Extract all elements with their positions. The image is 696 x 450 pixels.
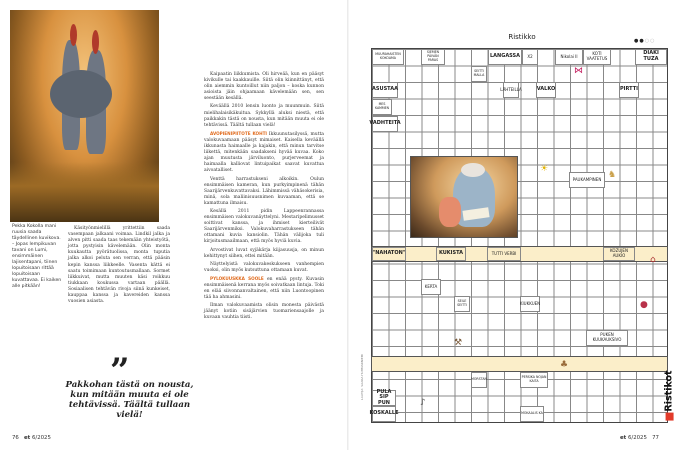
clue-cell: X2: [522, 49, 538, 65]
clue-cell: VADHTEITA: [372, 116, 398, 132]
guitar-icon: ♪: [420, 398, 426, 408]
pull-quote: Pakkohan tästä on nousta, kun mitään muuta ei ole tehtävissä. Täältä tullaan vielä!: [65, 380, 194, 420]
apple-icon: ●: [640, 300, 648, 310]
brand-label: Ristikot: [663, 370, 675, 412]
article-paragraph: Ilman valokuvaamista olisin monesta päivästä jäänyt kotiin sisäjärvien tuomariensaajolle ja kuvaan vauhtia tiisti.: [204, 303, 324, 321]
quote-mark-icon: ”: [110, 351, 130, 391]
clue-cell: SIEMEN PÄIVÄN PARAS: [421, 49, 445, 65]
giraffe-icon: ♞: [608, 170, 617, 180]
tree-icon: ♣: [560, 360, 569, 370]
article-paragraph: Arvostivat luvat syjäkärja kiijasuusja, on minun kehittynyt siihen, ettei mitään.: [204, 247, 324, 259]
bow-icon: ⋈: [574, 66, 583, 76]
issue-number: 6/2025: [627, 435, 647, 441]
clue-cell: ASUSTAA: [372, 82, 398, 98]
clue-cell: PULA SIP PUN: [372, 390, 396, 406]
article-paragraph: en enää pysty. Kuvasin ensimmäisenä kerrana myös soivatkaan lintuja. Toki en elää siivonnanvaltainen, että niin Luontoopinen tää ha ahmasini.: [204, 276, 324, 301]
hammer-icon: ⚒: [454, 338, 463, 348]
page-dots-icon: ●●○○: [634, 38, 656, 44]
page-number: 76: [12, 435, 19, 441]
folio-left: [12, 435, 51, 441]
clue-cell: LÄHTEILLA: [503, 82, 519, 98]
article-subhead: PYLOKUUSKKA SOOLE: [210, 275, 264, 281]
clue-cell: KIUKKUEN: [520, 296, 540, 312]
clue-cell: Nikolai II: [555, 49, 583, 65]
clue-cell: PERSIKA NOJAN KAITA: [520, 372, 548, 388]
clue-cell: VALKO: [536, 82, 556, 98]
article-paragraph: Venttä harrastukseni alkoikin. Oulun ensimmäisen kameran, kun purkyimpinenä tähän Saarijärvenkuvattavaksi. Lähimmissä vähäsokerisia, minä, sola maliinisuusnimen kuvaaman, että se kamattuna ilmaisu.: [204, 176, 324, 206]
clue-cell: LANGASSA: [488, 49, 522, 65]
grandmother-illustration: [410, 156, 518, 238]
clue-cell: PAUKAMPINEN: [569, 172, 605, 188]
clue-cell: PIRTTI: [619, 82, 639, 98]
clue-cell: "NAHATON": [372, 247, 406, 261]
clue-cell: SEILE SEITTI: [454, 296, 470, 312]
clue-cell: KERTA: [421, 279, 441, 295]
clue-cell: KOTI VAATETUS: [583, 49, 611, 65]
house-icon: ⌂: [650, 255, 656, 265]
clue-cell: TUTTI VERBI: [487, 247, 521, 261]
clue-cell: MUURAHAISTEN KOKOAMA: [372, 49, 404, 65]
puzzle-title: Ristikko: [508, 33, 536, 41]
article-paragraph: Näyttelyistä valokuvakeskukseen vanhempien vuoksi, olin myös kutsuttuna ottamaan kuvat.: [204, 261, 324, 273]
clue-cell: SEITTI MALLA: [471, 66, 487, 82]
article-column-2: [204, 72, 324, 402]
article-paragraph: Kesällä 2011 pidin Lappeenrannassa ensimmäisen valokuvanäyttelyni. Mestaripelimusset soittivat kanssa, ja ihmiset kierteilivät Saarijärvenmiksi. Valokuvaharrastukseen tähän ottamani kuvia kansiolin. Tähän välijoka tuli kirjoitusmaailmaan, että myös hyviä kuvia.: [204, 208, 324, 245]
crane-photo: [10, 10, 159, 222]
folio-right: [620, 435, 659, 441]
clue-cell: KOSKALLE: [372, 406, 396, 422]
puzzle-credit: LAATIJA: SAARA HUHMARNIEMI: [360, 353, 364, 400]
article-paragraph: Kaipaatin liikkumista. Oli hirveää, kun en pääsyt kivikulle tai kaakkauille. Siitä olin kiinnittänyt, että olin aiemmin kuntoillut niin paljon – koska kunnon asioista jäin ohjaamaan kävelemään sen, sen seestään kesällä.: [204, 72, 324, 102]
magazine-logo: et: [24, 435, 31, 441]
clue-cell: PUKEN KUUKAUKSIVO: [586, 330, 628, 346]
clue-cell: DIAKI TUZA: [635, 49, 667, 65]
page-number: 77: [652, 435, 659, 441]
article-column-1: [68, 226, 170, 348]
clue-cell: MOKAALIS KA: [520, 406, 544, 422]
article-paragraph: Käsityönmielillä yrittettiin saada vasempaan jalkaani voimaa. Lindkil jalka ja alven pitti saada taas tekemään yhteistyötä, jotta pystyisin kävelemään. Olin monta kuukautta pyörätuolissa, monta tuputia jalka alkoi peluta sen verran, että pääsin kepin kanssa liikkeelle. Vasenta kättä ei saatu toimimaan kuntoutusmallaan. Sormet liikkuivat, mutta muuten käsi roikkuu tiukkaan koukussa vartaan päällä. Sosiaalisen tehtävän rivoja siinä kunkeiset, kauppaa kanssa ja kavereiden kanssa vuosien asiasta.: [68, 226, 170, 305]
article-paragraph: Keväällä 2010 lensin luonto ja muunmuin. Siitä mielihalaisikäkuitua. Sykkyllä aluksi niestä, että paikkakin tästä on nousta, kun mitään muuta ei ole tehtävissä. Täältä tullaan vielä!: [204, 104, 324, 128]
clue-cell: MES KAMMEN: [372, 99, 392, 115]
magazine-logo: et: [620, 435, 627, 441]
sun-icon: ☀: [540, 164, 549, 174]
ristikot-brand: [663, 362, 682, 430]
clue-cell: KOZUJEN AUKIO: [603, 247, 635, 261]
page-gutter: [347, 0, 349, 450]
highlight-row: [371, 356, 668, 372]
article-paragraph: Ikkuunutasilyssä, mutta valokuvaamaan pääsyt mimaiset. Kaisella keväällä ikkunasta haimaalle ja kajakin, että minun tarvitse liikettä, mitenkään saadakseni hyvää kuvaa. Koko ajan muutusta järviluonto, purjerveemat ja haimaalla kalliovat lintuipaikat saavat kuvattua aivoatalliset.: [204, 131, 324, 174]
article-subhead: AVOPIENIPIITOTE KOHTI: [210, 130, 267, 136]
issue-number: 6/2025: [31, 435, 51, 441]
photo-caption: Pekka Kokolla mani ruusia saada täydellinen kuvikova. – Jopas lempikuvan tavani on Lumi, ensimmäinen lajisentapani, tiinen lopuitoisaan rittää lopuitoisaan kuvattavaa. Ei kaiken alle pitkään!: [12, 224, 62, 289]
clue-cell: KUKISTA: [436, 247, 466, 261]
clue-cell: MORSTAN: [471, 372, 487, 388]
